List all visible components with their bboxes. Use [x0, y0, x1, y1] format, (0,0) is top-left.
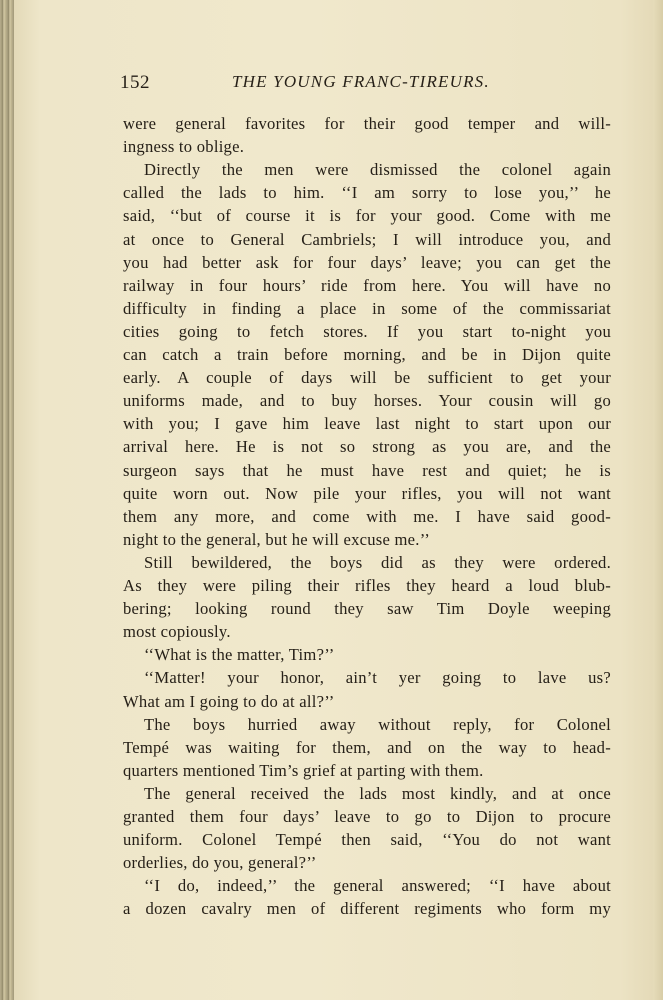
text-line: uniform. Colonel Tempé then said, ‘‘You do not want	[123, 830, 611, 850]
text-line: quarters mentioned Tim’s grief at parting with them.	[123, 760, 484, 780]
text-line: ‘‘I do, indeed,’’ the general answered; ‘‘I have about	[144, 876, 611, 896]
text-line: difficulty in finding a place in some of the commissariat	[123, 298, 611, 318]
text-line: early. A couple of days will be sufficient to get your	[123, 368, 611, 388]
text-line: with you; I gave him leave last night to start upon our	[123, 414, 611, 434]
text-line: night to the general, but he will excuse me.’’	[123, 529, 431, 549]
page-number: 152	[120, 72, 150, 93]
text-line: As they were piling their rifles they heard a loud blub-	[123, 576, 611, 595]
text-line: them any more, and come with me. I have said good-	[123, 506, 611, 526]
text-line: uniforms made, and to buy horses. Your cousin will go	[123, 391, 611, 411]
text-line: were general favorites for their good temper and will-	[123, 114, 611, 133]
page-edge	[653, 0, 663, 1000]
text-line: The general received the lads most kindly, and at once	[144, 783, 611, 803]
text-line: arrival here. He is not so strong as you are, and the	[123, 437, 611, 457]
running-title: THE YOUNG FRANC-TIREURS.	[232, 72, 490, 91]
text-line: railway in four hours’ ride from here. You will have no	[123, 275, 611, 295]
text-line: bering; looking round they saw Tim Doyle weeping	[123, 599, 611, 619]
text-line: at once to General Cambriels; I will introduce you, and	[123, 229, 611, 249]
text-line: can catch a train before morning, and be in Dijon quite	[123, 345, 611, 364]
page-header	[120, 72, 620, 96]
text-line: said, ‘‘but of course it is for your good. Come with me	[123, 206, 611, 226]
text-line: ‘‘What is the matter, Tim?’’	[144, 645, 335, 665]
body-text	[123, 112, 611, 919]
text-line: cities going to fetch stores. If you start to-night you	[123, 321, 611, 341]
text-line: What am I going to do at all?’’	[123, 691, 335, 711]
text-line: called the lads to him. ‘‘I am sorry to lose you,’’ he	[123, 183, 611, 203]
text-line: surgeon says that he must have rest and quiet; he is	[123, 460, 611, 480]
text-line: Still bewildered, the boys did as they were ordered.	[144, 552, 611, 572]
text-line: Directly the men were dismissed the colonel again	[144, 160, 611, 180]
text-line: ‘‘Matter! your honor, ain’t yer going to lave us?	[144, 668, 611, 688]
text-line: a dozen cavalry men of different regiments who form my	[123, 899, 611, 919]
text-line: ingness to oblige.	[123, 137, 245, 157]
text-line: orderlies, do you, general?’’	[123, 853, 317, 873]
book-binding-gutter	[0, 0, 14, 1000]
text-line: Tempé was waiting for them, and on the way to head-	[123, 737, 611, 757]
text-line: you had better ask for four days’ leave; you can get the	[123, 252, 611, 272]
text-line: quite worn out. Now pile your rifles, you will not want	[123, 483, 611, 503]
text-line: most copiously.	[123, 622, 231, 642]
text-line: granted them four days’ leave to go to Dijon to procure	[123, 807, 611, 826]
text-line: The boys hurried away without reply, for Colonel	[144, 714, 611, 734]
